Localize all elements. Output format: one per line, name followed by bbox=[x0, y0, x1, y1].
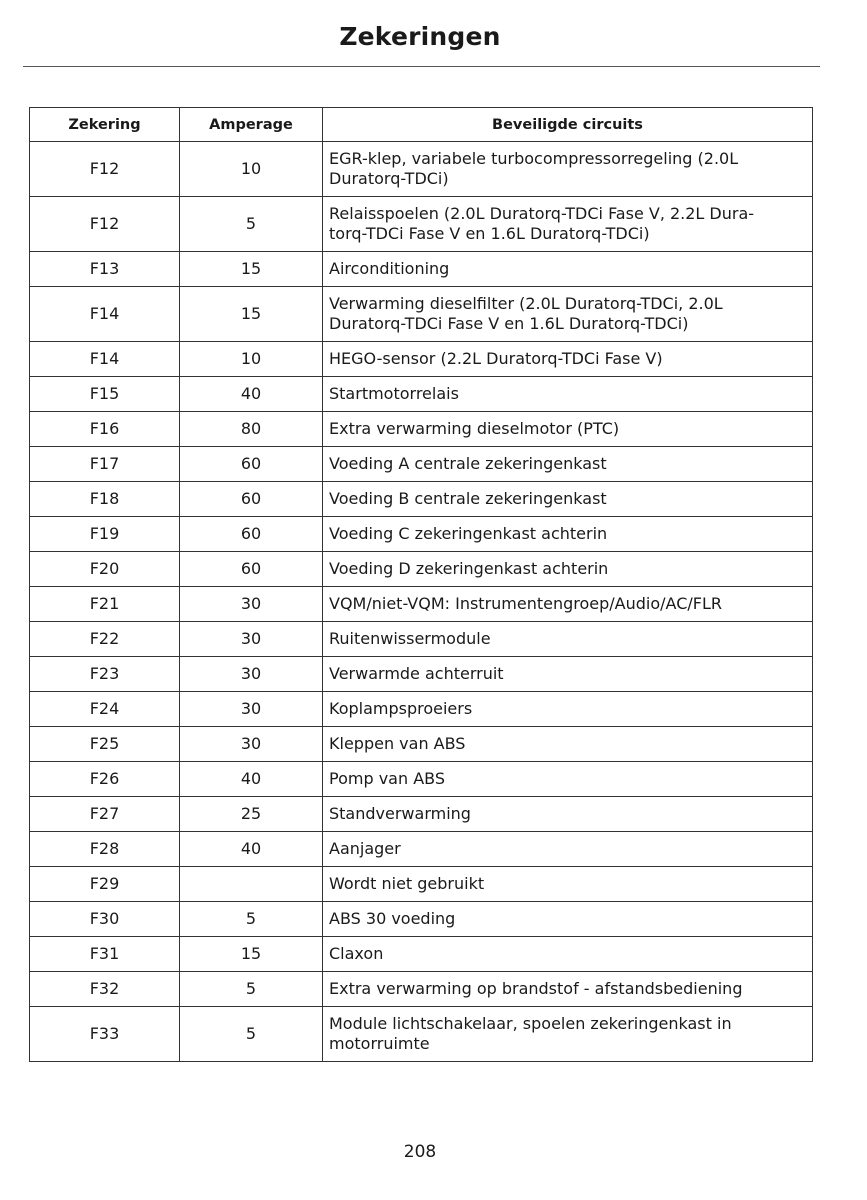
amperage-cell: 10 bbox=[180, 142, 323, 197]
amperage-cell: 25 bbox=[180, 797, 323, 832]
table-row bbox=[30, 447, 813, 482]
circuit-cell bbox=[323, 587, 813, 622]
fuse-cell: F31 bbox=[30, 937, 180, 972]
table-row bbox=[30, 552, 813, 587]
fuse-cell: F20 bbox=[30, 552, 180, 587]
fuse-cell: F27 bbox=[30, 797, 180, 832]
circuit-text-line: Extra verwarming dieselmotor (PTC) bbox=[329, 419, 620, 438]
fuse-cell: F18 bbox=[30, 482, 180, 517]
circuit-text-line: Duratorq-TDCi Fase V en 1.6L Duratorq-TDCi) bbox=[329, 314, 689, 333]
circuit-text-line: Aanjager bbox=[329, 839, 401, 858]
table-header-row bbox=[30, 108, 813, 142]
table-row bbox=[30, 342, 813, 377]
table-row bbox=[30, 482, 813, 517]
circuit-cell bbox=[323, 727, 813, 762]
circuit-text-line: VQM/niet-VQM: Instrumentengroep/Audio/AC/FLR bbox=[329, 594, 722, 613]
fuse-cell: F12 bbox=[30, 197, 180, 252]
circuit-text-line: motorruimte bbox=[329, 1034, 430, 1053]
table-row bbox=[30, 377, 813, 412]
circuit-text-line: Verwarming dieselfilter (2.0L Duratorq-TDCi, 2.0L bbox=[329, 294, 723, 313]
table-row bbox=[30, 197, 813, 252]
table-row bbox=[30, 587, 813, 622]
table-row bbox=[30, 287, 813, 342]
circuit-cell bbox=[323, 197, 813, 252]
circuit-text-line: ABS 30 voeding bbox=[329, 909, 456, 928]
amperage-cell bbox=[180, 867, 323, 902]
amperage-cell: 15 bbox=[180, 287, 323, 342]
amperage-cell: 30 bbox=[180, 692, 323, 727]
circuit-text-line: Pomp van ABS bbox=[329, 769, 445, 788]
fuse-cell: F29 bbox=[30, 867, 180, 902]
circuit-text-line: HEGO-sensor (2.2L Duratorq-TDCi Fase V) bbox=[329, 349, 663, 368]
amperage-cell: 30 bbox=[180, 657, 323, 692]
table-row bbox=[30, 517, 813, 552]
column-header-fuse: Zekering bbox=[30, 108, 180, 142]
amperage-cell: 5 bbox=[180, 1007, 323, 1062]
circuit-cell bbox=[323, 517, 813, 552]
circuit-text-line: Voeding C zekeringenkast achterin bbox=[329, 524, 608, 543]
circuit-cell bbox=[323, 692, 813, 727]
circuit-text-line: Airconditioning bbox=[329, 259, 450, 278]
amperage-cell: 40 bbox=[180, 832, 323, 867]
table-row bbox=[30, 867, 813, 902]
table-row bbox=[30, 727, 813, 762]
amperage-cell: 15 bbox=[180, 252, 323, 287]
table-row bbox=[30, 797, 813, 832]
circuit-text-line: torq-TDCi Fase V en 1.6L Duratorq-TDCi) bbox=[329, 224, 650, 243]
amperage-cell: 5 bbox=[180, 197, 323, 252]
circuit-cell bbox=[323, 482, 813, 517]
circuit-cell bbox=[323, 937, 813, 972]
table-row bbox=[30, 412, 813, 447]
fuse-cell: F12 bbox=[30, 142, 180, 197]
fuse-cell: F26 bbox=[30, 762, 180, 797]
table-row bbox=[30, 972, 813, 1007]
table-row bbox=[30, 902, 813, 937]
amperage-cell: 15 bbox=[180, 937, 323, 972]
page-title: Zekeringen bbox=[339, 22, 501, 51]
amperage-cell: 60 bbox=[180, 552, 323, 587]
circuit-text-line: Kleppen van ABS bbox=[329, 734, 466, 753]
amperage-cell: 5 bbox=[180, 972, 323, 1007]
circuit-cell bbox=[323, 447, 813, 482]
column-header-amperage: Amperage bbox=[180, 108, 323, 142]
circuit-cell bbox=[323, 1007, 813, 1062]
amperage-cell: 60 bbox=[180, 517, 323, 552]
fuse-cell: F15 bbox=[30, 377, 180, 412]
circuit-cell bbox=[323, 622, 813, 657]
circuit-text-line: Duratorq-TDCi) bbox=[329, 169, 449, 188]
title-divider bbox=[23, 66, 820, 67]
circuit-text-line: Startmotorrelais bbox=[329, 384, 459, 403]
amperage-cell: 5 bbox=[180, 902, 323, 937]
circuit-text-line: Voeding B centrale zekeringenkast bbox=[329, 489, 607, 508]
circuit-text-line: Verwarmde achterruit bbox=[329, 664, 504, 683]
amperage-cell: 30 bbox=[180, 727, 323, 762]
circuit-text-line: Relaisspoelen (2.0L Duratorq-TDCi Fase V, 2.2L Dura- bbox=[329, 204, 755, 223]
circuit-text-line: Voeding A centrale zekeringenkast bbox=[329, 454, 607, 473]
amperage-cell: 10 bbox=[180, 342, 323, 377]
fuse-cell: F16 bbox=[30, 412, 180, 447]
table-row bbox=[30, 657, 813, 692]
fuse-cell: F22 bbox=[30, 622, 180, 657]
amperage-cell: 60 bbox=[180, 482, 323, 517]
circuit-cell bbox=[323, 342, 813, 377]
fuse-cell: F13 bbox=[30, 252, 180, 287]
amperage-cell: 30 bbox=[180, 622, 323, 657]
page-number: 208 bbox=[403, 1142, 437, 1162]
table-row bbox=[30, 252, 813, 287]
column-header-circuits: Beveiligde circuits bbox=[323, 108, 813, 142]
fuse-cell: F14 bbox=[30, 287, 180, 342]
fuse-cell: F30 bbox=[30, 902, 180, 937]
fuse-cell: F24 bbox=[30, 692, 180, 727]
fuse-table bbox=[29, 107, 813, 1062]
fuse-cell: F21 bbox=[30, 587, 180, 622]
circuit-text-line: Standverwarming bbox=[329, 804, 471, 823]
fuse-cell: F28 bbox=[30, 832, 180, 867]
circuit-cell bbox=[323, 377, 813, 412]
table-row bbox=[30, 1007, 813, 1062]
fuse-cell: F19 bbox=[30, 517, 180, 552]
circuit-cell bbox=[323, 902, 813, 937]
table-row bbox=[30, 937, 813, 972]
amperage-cell: 80 bbox=[180, 412, 323, 447]
amperage-cell: 60 bbox=[180, 447, 323, 482]
circuit-cell bbox=[323, 657, 813, 692]
table-row bbox=[30, 762, 813, 797]
circuit-text-line: Ruitenwissermodule bbox=[329, 629, 491, 648]
amperage-cell: 40 bbox=[180, 762, 323, 797]
table-body bbox=[30, 142, 813, 1062]
circuit-cell bbox=[323, 252, 813, 287]
table-row bbox=[30, 832, 813, 867]
circuit-cell bbox=[323, 762, 813, 797]
circuit-text-line: Koplampsproeiers bbox=[329, 699, 473, 718]
table-row bbox=[30, 622, 813, 657]
circuit-cell bbox=[323, 797, 813, 832]
table-row bbox=[30, 142, 813, 197]
circuit-text-line: Wordt niet gebruikt bbox=[329, 874, 485, 893]
table-row bbox=[30, 692, 813, 727]
circuit-text-line: EGR-klep, variabele turbocompressorregeling (2.0L bbox=[329, 149, 739, 168]
amperage-cell: 30 bbox=[180, 587, 323, 622]
circuit-cell bbox=[323, 832, 813, 867]
fuse-cell: F23 bbox=[30, 657, 180, 692]
circuit-text-line: Extra verwarming op brandstof - afstandsbediening bbox=[329, 979, 743, 998]
fuse-cell: F25 bbox=[30, 727, 180, 762]
circuit-cell bbox=[323, 972, 813, 1007]
circuit-cell bbox=[323, 142, 813, 197]
circuit-text-line: Voeding D zekeringenkast achterin bbox=[329, 559, 609, 578]
fuse-cell: F17 bbox=[30, 447, 180, 482]
amperage-cell: 40 bbox=[180, 377, 323, 412]
circuit-text-line: Module lichtschakelaar, spoelen zekeringenkast in bbox=[329, 1014, 732, 1033]
circuit-cell bbox=[323, 412, 813, 447]
circuit-cell bbox=[323, 552, 813, 587]
fuse-cell: F33 bbox=[30, 1007, 180, 1062]
circuit-cell bbox=[323, 867, 813, 902]
circuit-text-line: Claxon bbox=[329, 944, 384, 963]
circuit-cell bbox=[323, 287, 813, 342]
fuse-cell: F14 bbox=[30, 342, 180, 377]
fuse-cell: F32 bbox=[30, 972, 180, 1007]
